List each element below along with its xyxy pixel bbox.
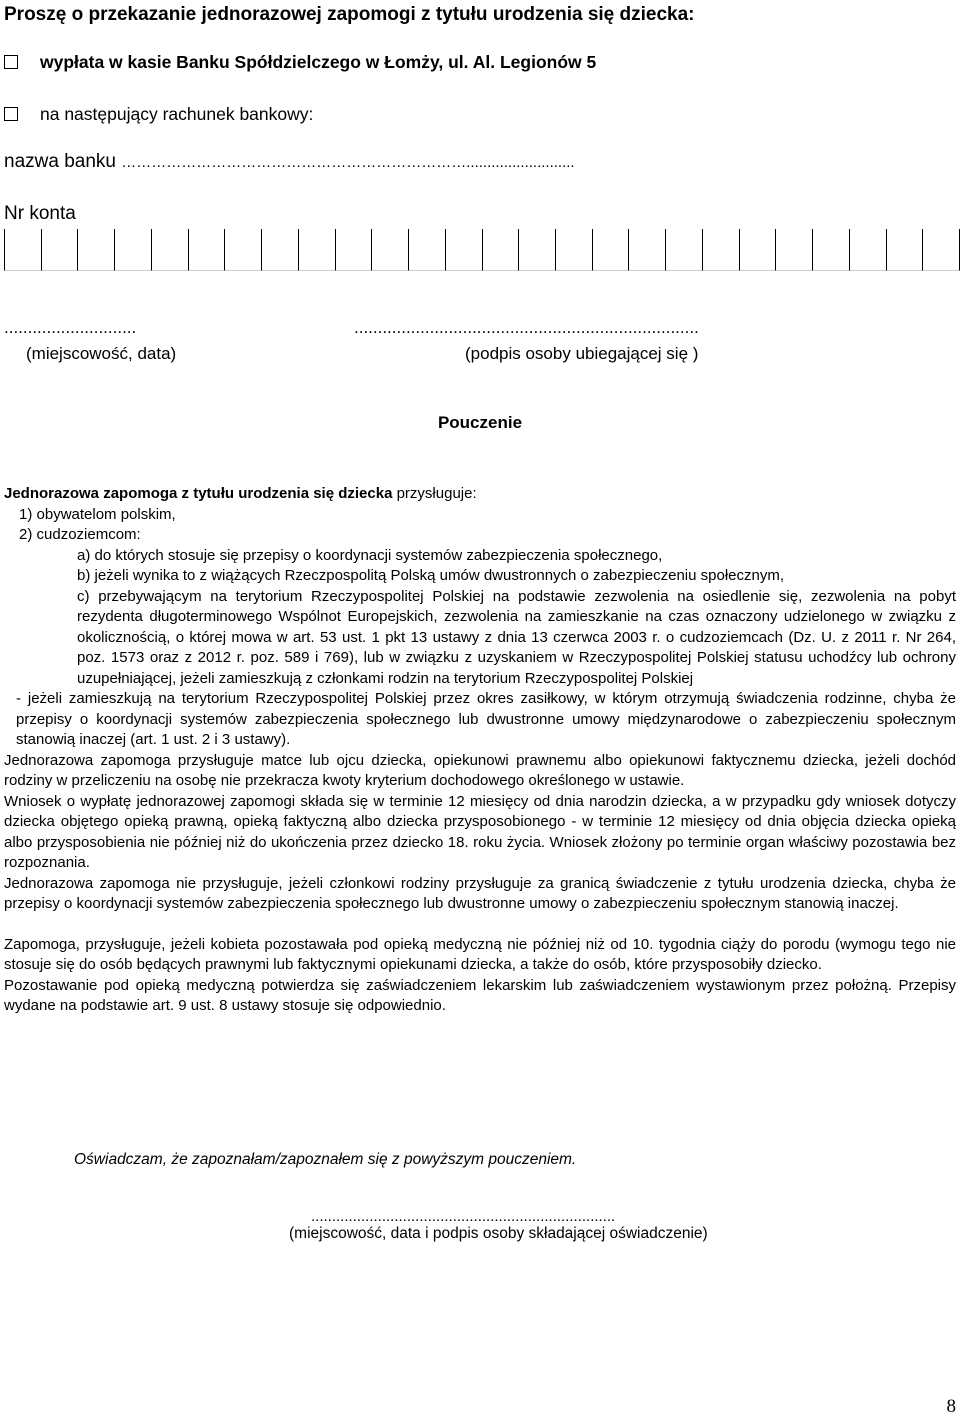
intro-rest: przysługuje: [392,485,477,502]
paragraph-medical-care: Zapomoga, przysługuje, jeżeli kobieta pozostawała pod opieką medyczną nie później niż od 10. tygodnia ciąży do porodu (wymogu tego nie stosuje się do osób będących prawnymi lub faktycznymi opiekunami dziecka, a także do osób, które przysposobiły dziecko. [4,935,956,973]
account-digit-cell[interactable] [518,229,555,271]
applicant-signature-label: (podpis osoby ubiegającej się ) [465,344,699,363]
account-digit-cell[interactable] [408,229,445,271]
paragraph-exclusion: Jednorazowa zapomoga nie przysługuje, jeżeli członkowi rodziny przysługuje za granicą świadczenie z tytułu urodzenia dziecka, chyba że przepisy o koordynacji systemów zabezpieczenia społecznego lub dwustronne umowy o zabezpieczeniu społecznym stanowią inaczej. [4,874,956,912]
point-2c: c) przebywającym na terytorium Rzeczypospolitej Polskiej na podstawie zezwolenia na osiedlenie się, zezwolenia na pobyt rezydenta długoterminowego Wspólnot Europejskich, zezwolenia na zamieszkanie na czas oznaczony udzielonego w związku z okolicznością, o której mowa w art. 53 ust. 1 pkt 13 ustawy z dnia 13 czerwca 2003 r. o cudzoziemcach (Dz. U. z 2011 r. Nr 264, poz. 1573 oraz z 2012 r. poz. 589 i 769), lub w związku z uzyskaniem w Rzeczypospolitej Polskiej statusu uchodźcy lub ochrony uzupełniającej, jeżeli zamieszkują z członkami rodzin na terytorium Rzeczypospolitej Polskiej [77,587,956,687]
place-date-dots: ............................ [4,318,137,337]
place-date-label: (miejscowość, data) [26,344,177,363]
account-digit-cell[interactable] [114,229,151,271]
account-digit-cell[interactable] [739,229,776,271]
page-title: Proszę o przekazanie jednorazowej zapomogi z tytułu urodzenia się dziecka: [4,4,695,25]
account-digit-cell[interactable] [298,229,335,271]
account-digit-cell[interactable] [151,229,188,271]
account-digit-cell[interactable] [665,229,702,271]
option-cash-label: wypłata w kasie Banku Spółdzielczego w Łomży, ul. Al. Legionów 5 [40,52,597,72]
point-1: 1) obywatelom polskim, [19,505,176,523]
option-bank-label: na następujący rachunek bankowy: [40,104,314,124]
instruction-heading: Pouczenie [437,413,523,432]
account-number-grid [4,229,960,271]
account-digit-cell[interactable] [224,229,261,271]
account-digit-cell[interactable] [335,229,372,271]
account-digit-cell[interactable] [812,229,849,271]
bank-name-label: nazwa banku [4,151,116,172]
point-2a: a) do których stosuje się przepisy o koordynacji systemów zabezpieczenia społecznego, [77,546,663,564]
declaration-signature-label: (miejscowość, data i podpis osoby składającej oświadczenie) [289,1225,708,1242]
account-digit-cell[interactable] [849,229,886,271]
account-digit-cell[interactable] [371,229,408,271]
point-2b: b) jeżeli wynika to z wiążących Rzeczpospolitą Polską umów dwustronnych o zabezpieczeniu społecznym, [77,567,784,584]
account-digit-cell[interactable] [702,229,739,271]
account-digit-cell[interactable] [555,229,592,271]
paragraph-certificate: Pozostawanie pod opieką medyczną potwierdza się zaświadczeniem lekarskim lub zaświadczeniem wystawionym przez położną. Przepisy wydane na podstawie art. 9 ust. 8 ustawy stosuje się odpowiednio. [4,976,956,1014]
account-digit-cell[interactable] [77,229,114,271]
account-digit-cell[interactable] [592,229,629,271]
account-digit-cell[interactable] [482,229,519,271]
checkbox-bank-transfer[interactable] [4,107,18,121]
account-digit-cell[interactable] [922,229,960,271]
account-number-label: Nr konta [4,203,76,224]
instruction-body [4,484,956,1017]
option-bank-transfer [4,104,313,125]
paragraph-eligibility: Jednorazowa zapomoga przysługuje matce lub ojcu dziecka, opiekunowi prawnemu albo opiekunowi faktycznemu dziecka, jeżeli dochód rodziny w przeliczeniu na osobę nie przekracza kwoty kryterium dochodowego określonego w ustawie. [4,751,956,789]
declaration-signature-dots: ......................................................................... [311,1208,616,1225]
account-digit-cell[interactable] [41,229,78,271]
declaration-text: Oświadczam, że zapoznałam/zapoznałem się z powyższym pouczeniem. [74,1151,577,1168]
page-number: 8 [946,1396,956,1417]
applicant-signature-dots: ......................................................................... [354,318,699,337]
bank-name-field[interactable]: …………………………………………………………….......................... [121,154,575,171]
point-2: 2) cudzoziemcom: [19,526,141,543]
account-digit-cell[interactable] [445,229,482,271]
intro-paragraph [4,484,956,505]
account-digit-cell[interactable] [886,229,923,271]
account-digit-cell[interactable] [261,229,298,271]
intro-bold: Jednorazowa zapomoga z tytułu urodzenia się dziecka [4,485,393,502]
account-digit-cell[interactable] [628,229,665,271]
option-cash-payout [4,52,596,73]
account-digit-cell[interactable] [775,229,812,271]
account-digit-cell[interactable] [188,229,225,271]
account-digit-cell[interactable] [4,229,41,271]
bank-name-row [4,151,575,173]
point-dash: - jeżeli zamieszkują na terytorium Rzeczypospolitej Polskiej przez okres zasiłkowy, w którym otrzymują świadczenia rodzinne, chyba że przepisy o koordynacji systemów zabezpieczenia społecznego lub dwustronne umowy międzynarodowe o zabezpieczeniu społecznym stanowią inaczej (art. 1 ust. 2 i 3 ustawy). [16,690,956,748]
paragraph-deadline: Wniosek o wypłatę jednorazowej zapomogi składa się w terminie 12 miesięcy od dnia narodzin dziecka, a w przypadku gdy wniosek dotyczy dziecka objętego opieką prawną, opieką faktyczną albo dziecka przysposobionego - w terminie 12 miesięcy od dnia objęcia dziecka opieką albo przysposobienia nie później niż do ukończenia przez dziecko 18. roku życia. Wniosek złożony po terminie organ właściwy pozostawia bez rozpoznania. [4,792,956,871]
checkbox-cash-payout[interactable] [4,55,18,69]
